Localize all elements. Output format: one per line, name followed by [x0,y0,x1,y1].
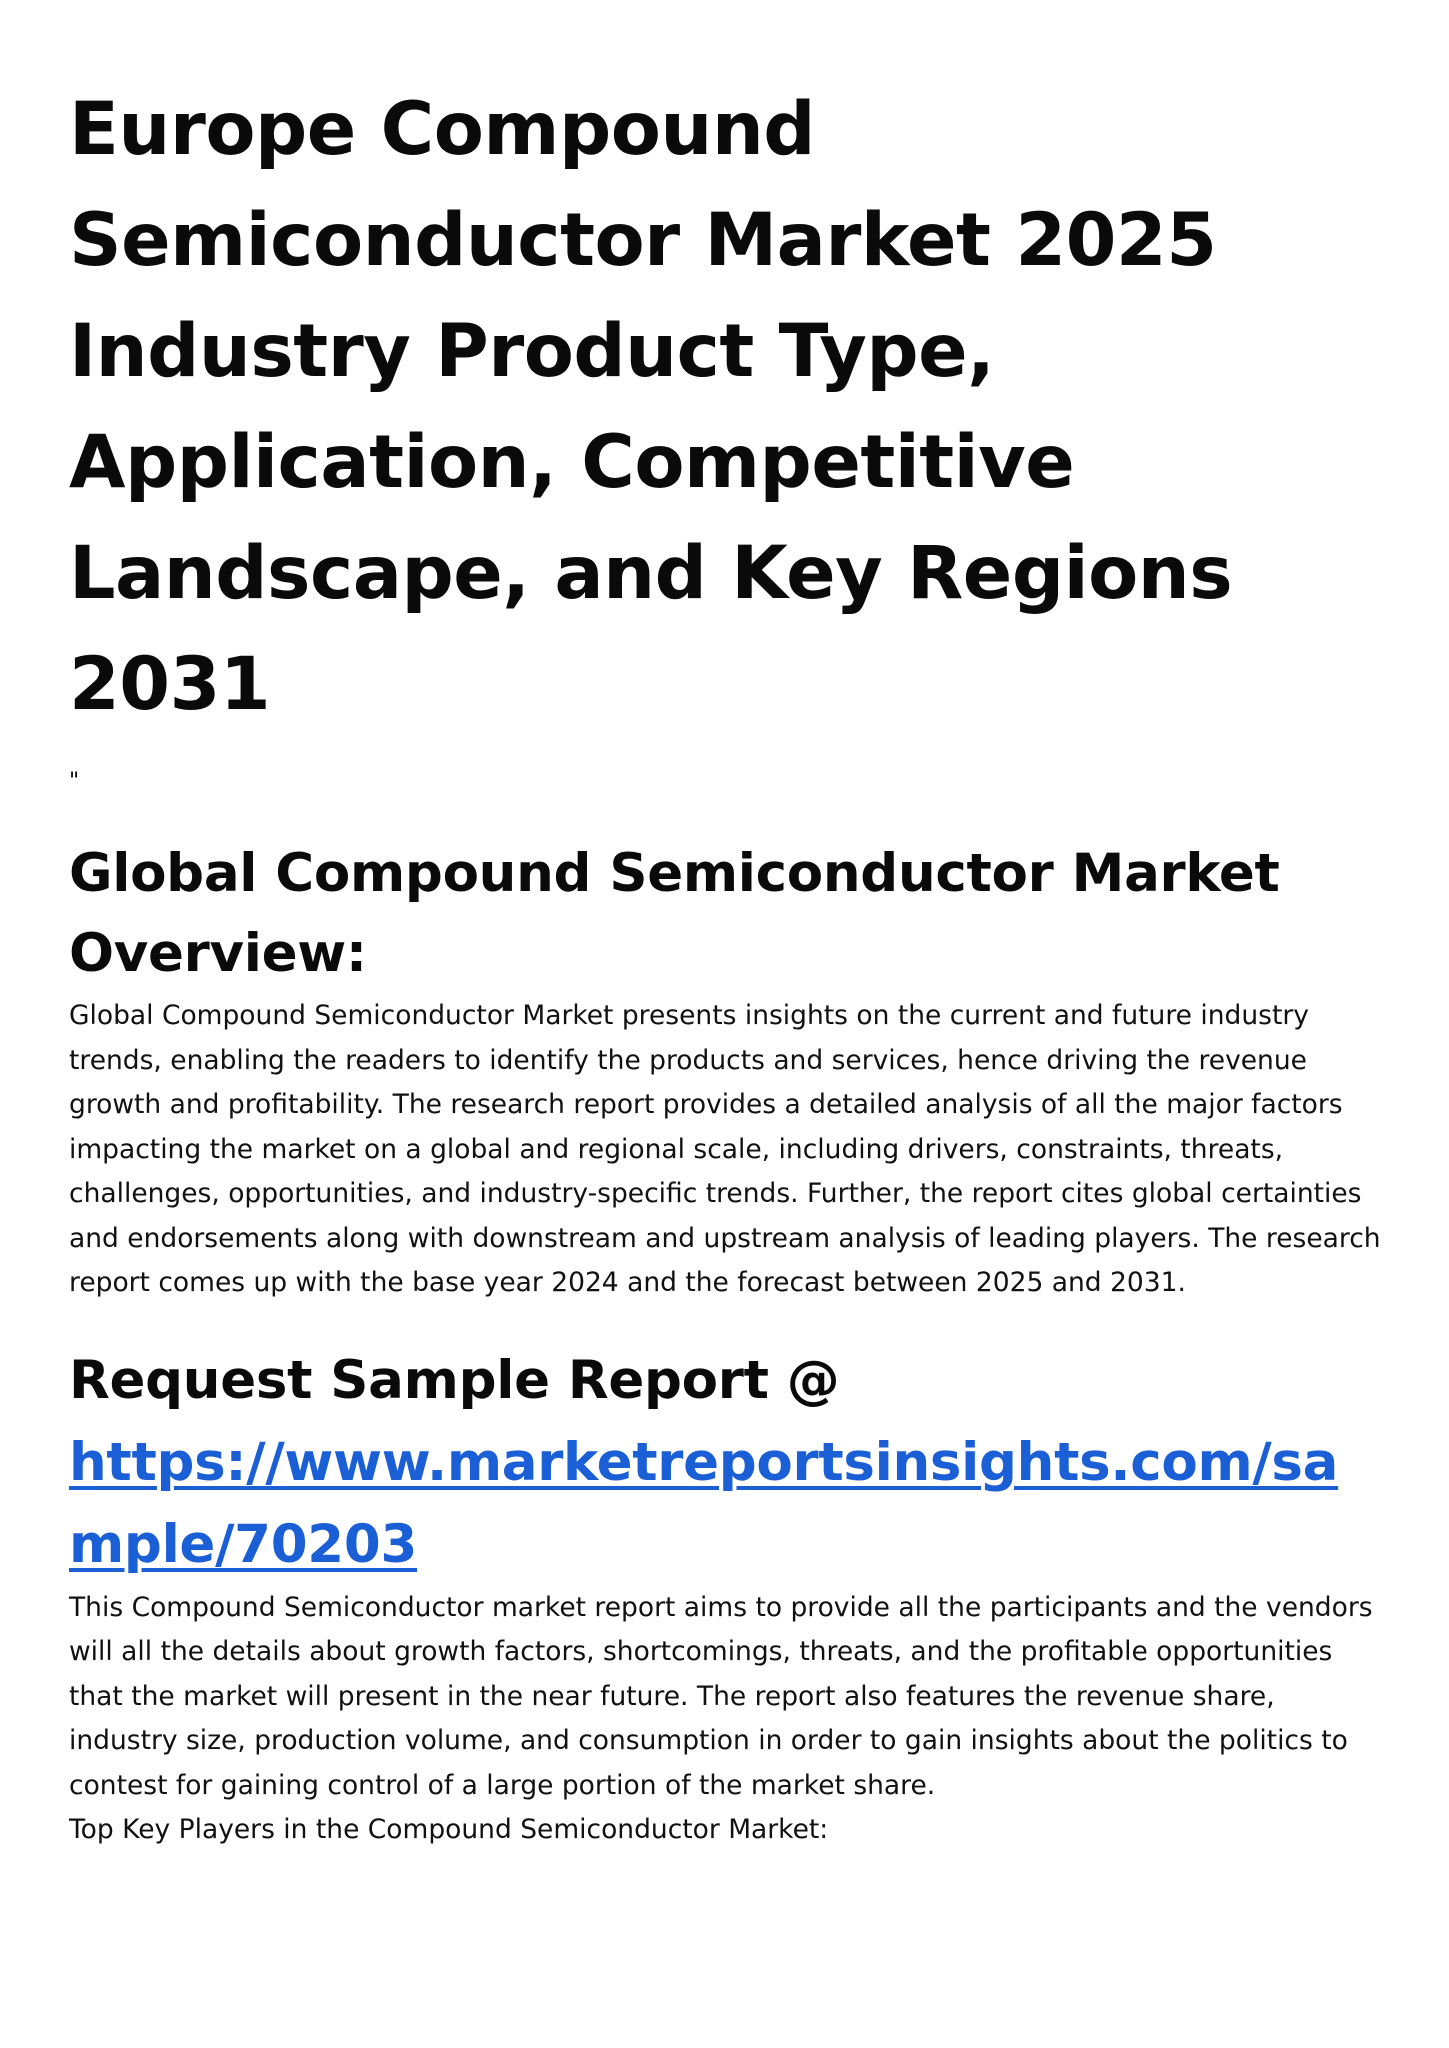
stray-quote-mark: " [69,769,80,794]
key-players-label: Top Key Players in the Compound Semiconductor Market: [69,1814,829,1845]
document-content [69,74,1391,1853]
report-paragraph: This Compound Semiconductor market report aims to provide all the participants and the vendors will all the details about growth factors, shortcomings, threats, and the profitable opportunities that the market will present in the near future. The report also features the revenue share, industry size, production volume, and consumption in order to gain insights about the politics to contest for gaining control of a large portion of the market share. [69,1591,1373,1801]
sample-report-link[interactable]: https://www.marketreportsinsights.com/sample/70203 [69,1431,1339,1575]
overview-heading: Global Compound Semiconductor Market Overview: [69,843,1280,984]
page-title: Europe Compound Semiconductor Market 2025 Industry Product Type, Application, Competitive Landscape, and Key Regions 2031 [69,87,1233,727]
sample-request-heading [69,1340,1391,1586]
sample-request-label: Request Sample Report @ [69,1349,840,1411]
overview-paragraph: Global Compound Semiconductor Market presents insights on the current and future industry trends, enabling the readers to identify the products and services, hence driving the revenue growth and profitability. The research report provides a detailed analysis of all the major factors impacting the market on a global and regional scale, including drivers, constraints, threats, challenges, opportunities, and industry-specific trends. Further, the report cites global certainties and endorsements along with downstream and upstream analysis of leading players. The research report comes up with the base year 2024 and the forecast between 2025 and 2031. [69,1000,1381,1298]
